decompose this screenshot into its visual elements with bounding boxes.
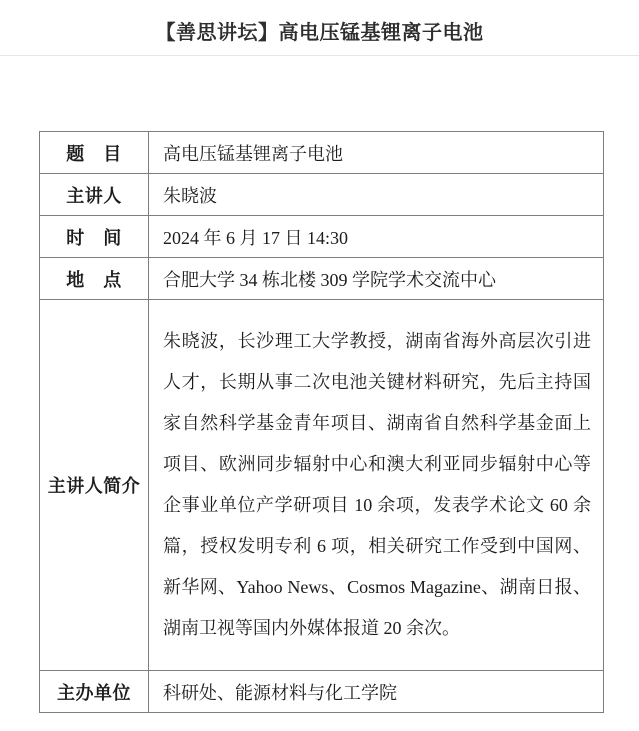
row-value: 朱晓波，长沙理工大学教授，湖南省海外高层次引进人才，长期从事二次电池关键材料研究，先后主持国家自然科学基金青年项目、湖南省自然科学基金面上项目、欧洲同步辐射中心和澳大利亚同步辐射中心等企事业单位产学研项目 10 余项，发表学术论文 60 余篇，授权发明专利 6 项，相关研究工作受到中国网、新华网、Yahoo News、Cosmos Magazine、湖南日报、湖南卫视等国内外媒体报道 20 余次。 — [149, 300, 604, 671]
row-label: 时 间 — [40, 216, 149, 258]
table-row-organizer — [40, 671, 604, 713]
page-header — [0, 0, 639, 56]
table-row-speaker — [40, 174, 604, 216]
row-label: 主讲人简介 — [40, 300, 149, 671]
row-label: 题 目 — [40, 132, 149, 174]
table-row-location — [40, 258, 604, 300]
row-label: 主讲人 — [40, 174, 149, 216]
row-value: 合肥大学 34 栋北楼 309 学院学术交流中心 — [149, 258, 604, 300]
lecture-info-table — [39, 131, 604, 713]
row-value: 2024 年 6 月 17 日 14:30 — [149, 216, 604, 258]
row-value: 科研处、能源材料与化工学院 — [149, 671, 604, 713]
row-value: 高电压锰基锂离子电池 — [149, 132, 604, 174]
row-label: 地 点 — [40, 258, 149, 300]
table-row-speaker-bio — [40, 300, 604, 671]
page-title: 【善思讲坛】高电压锰基锂离子电池 — [155, 22, 484, 44]
table-row-topic — [40, 132, 604, 174]
row-value: 朱晓波 — [149, 174, 604, 216]
table-row-time — [40, 216, 604, 258]
row-label: 主办单位 — [40, 671, 149, 713]
